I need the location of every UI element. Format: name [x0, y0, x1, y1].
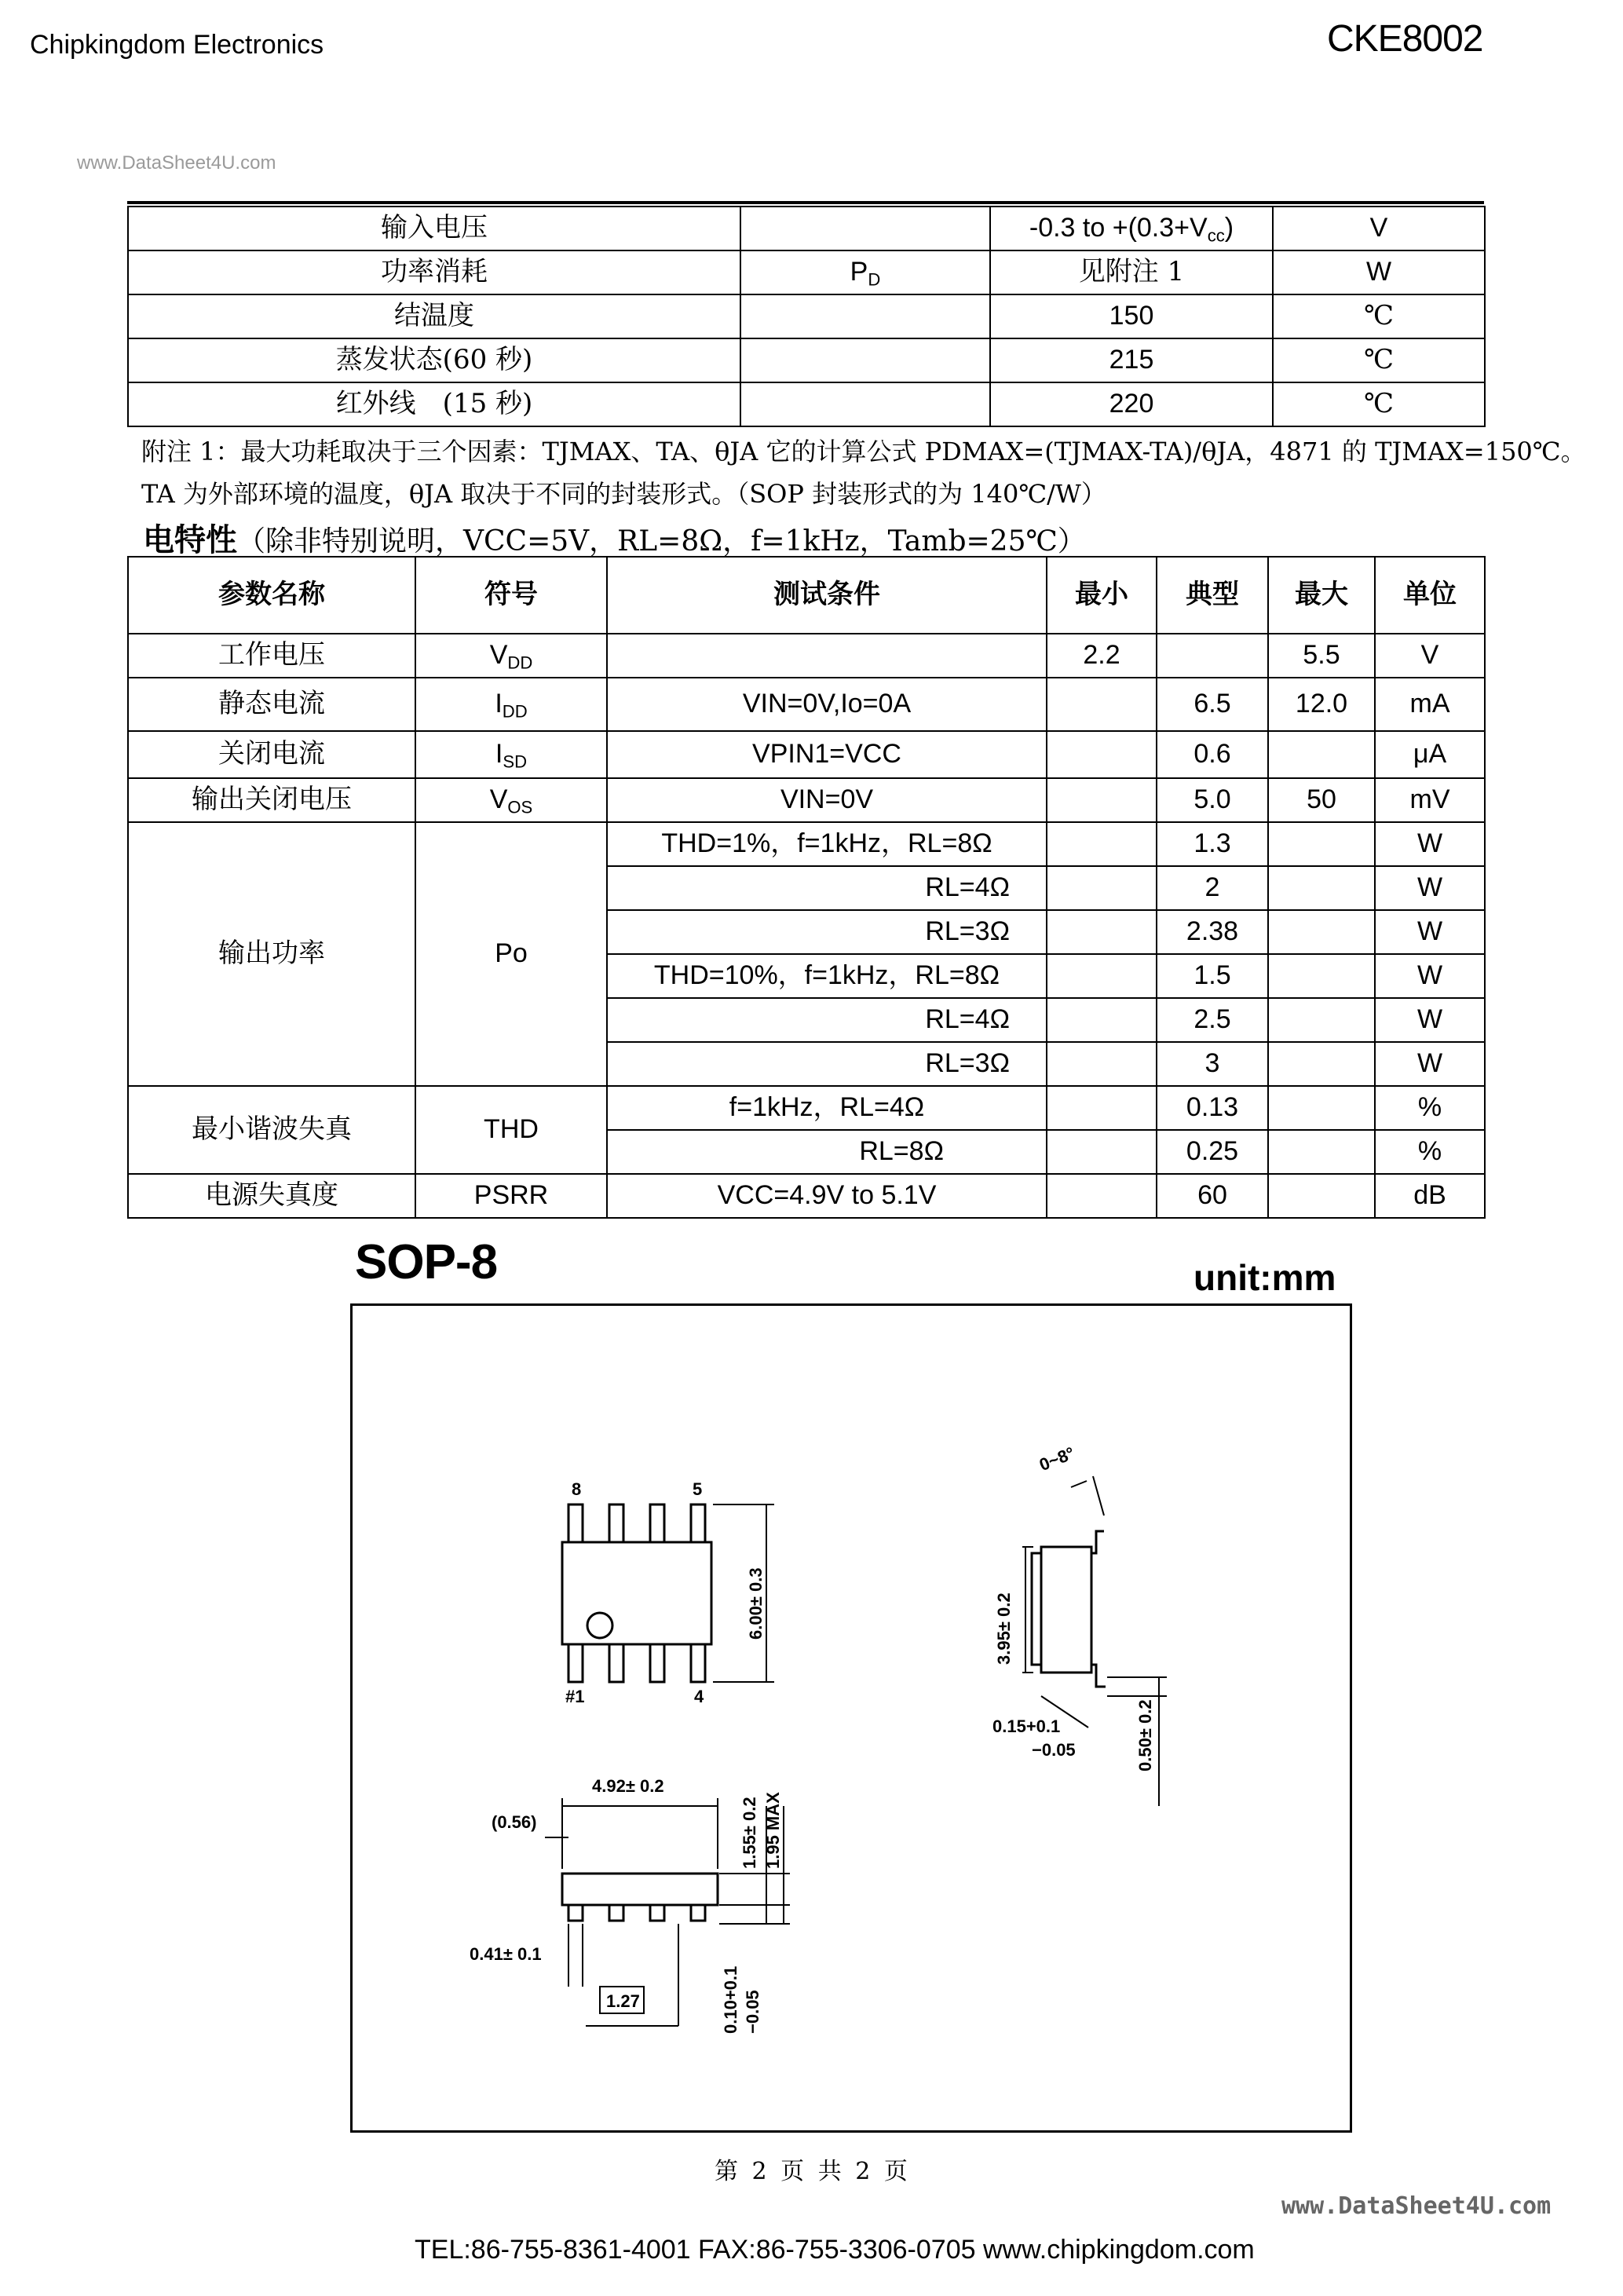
value-cell: 150	[990, 294, 1273, 338]
dim-standoff-tol: −0.05	[743, 1990, 762, 2034]
symbol-cell	[415, 731, 607, 778]
param-cell: 关闭电流	[128, 731, 415, 778]
value-sub: cc	[1207, 225, 1225, 246]
symbol-cell: Po	[415, 822, 607, 1086]
contact-info: TEL:86-755-8361-4001 FAX:86-755-3306-0705 www.chipkingdom.com	[415, 2235, 1255, 2265]
dim-height-1: 1.55± 0.2	[740, 1797, 759, 1869]
table-row	[128, 338, 1485, 382]
dim-foot: 0.50± 0.2	[1135, 1699, 1155, 1771]
cond-cell: RL=3Ω	[607, 1042, 1047, 1086]
pin5-label: 5	[693, 1479, 703, 1499]
unit-cell: ℃	[1273, 294, 1485, 338]
param-cell: 电源失真度	[128, 1174, 415, 1218]
max-cell	[1268, 866, 1375, 910]
typ-cell: 60	[1157, 1174, 1268, 1218]
cond-cell: RL=3Ω	[607, 910, 1047, 954]
min-cell	[1047, 1130, 1157, 1174]
table-row	[128, 1086, 1485, 1130]
unit-cell: W	[1375, 910, 1485, 954]
dim-standoff: 0.10+0.1	[721, 1965, 740, 2034]
symbol-sub: D	[868, 269, 881, 290]
col-header: 参数名称	[128, 557, 415, 634]
unit-cell: mA	[1375, 678, 1485, 731]
dim-width: 6.00± 0.3	[746, 1567, 766, 1640]
unit-cell: mV	[1375, 778, 1485, 822]
cond-cell: THD=1%，f=1kHz，RL=8Ω	[607, 822, 1047, 866]
page-number: 第 2 页 共 2 页	[715, 2158, 911, 2185]
cond-cell: RL=8Ω	[607, 1130, 1047, 1174]
param-cell: 静态电流	[128, 678, 415, 731]
min-cell	[1047, 678, 1157, 731]
min-cell	[1047, 1042, 1157, 1086]
note-line-2: TA 为外部环境的温度，θJA 取决于不同的封装形式。（SOP 封装形式的为 140℃/W）	[141, 479, 1106, 509]
typ-cell: 0.6	[1157, 731, 1268, 778]
unit-cell: %	[1375, 1130, 1485, 1174]
package-drawing	[350, 1303, 1352, 2133]
unit-cell: W	[1375, 822, 1485, 866]
min-cell	[1047, 910, 1157, 954]
pin4-label: 4	[694, 1687, 704, 1706]
symbol-cell	[740, 294, 990, 338]
max-cell: 5.5	[1268, 634, 1375, 678]
symbol-cell	[740, 207, 990, 250]
pin8-label: 8	[572, 1479, 582, 1499]
table-row	[128, 731, 1485, 778]
unit-cell: dB	[1375, 1174, 1485, 1218]
part-number: CKE8002	[1327, 18, 1483, 60]
min-cell	[1047, 731, 1157, 778]
min-cell	[1047, 822, 1157, 866]
electrical-table	[127, 556, 1486, 1219]
typ-cell: 6.5	[1157, 678, 1268, 731]
value-cell: 见附注 1	[990, 250, 1273, 294]
dim-lead-thickness-tol: −0.05	[1032, 1740, 1076, 1760]
max-cell	[1268, 731, 1375, 778]
symbol-cell	[740, 250, 990, 294]
package-title: SOP-8	[355, 1235, 498, 1289]
min-cell: 2.2	[1047, 634, 1157, 678]
unit-cell: %	[1375, 1086, 1485, 1130]
dim-length: 4.92± 0.2	[592, 1776, 664, 1796]
table-row	[128, 634, 1485, 678]
max-cell	[1268, 998, 1375, 1042]
symbol-text: I	[495, 739, 503, 770]
symbol-cell	[415, 634, 607, 678]
value-cell: 220	[990, 382, 1273, 426]
param-cell: 蒸发状态(60 秒)	[128, 338, 740, 382]
symbol-cell	[415, 778, 607, 822]
param-cell: 输出关闭电压	[128, 778, 415, 822]
min-cell	[1047, 778, 1157, 822]
section-conditions: （除非特别说明，VCC=5V，RL=8Ω，f=1kHz，Tamb=25℃）	[237, 525, 1086, 558]
table-row	[128, 1174, 1485, 1218]
watermark-bottom[interactable]: www.DataSheet4U.com	[1281, 2192, 1552, 2220]
cond-cell	[607, 634, 1047, 678]
dim-lead-thickness: 0.15+0.1	[992, 1717, 1061, 1736]
dim-offset: (0.56)	[492, 1812, 537, 1832]
col-header: 典型	[1157, 557, 1268, 634]
cond-cell: THD=10%，f=1kHz，RL=8Ω	[607, 954, 1047, 998]
typ-cell: 2.5	[1157, 998, 1268, 1042]
symbol-text: I	[495, 689, 503, 719]
min-cell	[1047, 866, 1157, 910]
col-header: 最小	[1047, 557, 1157, 634]
max-cell: 50	[1268, 778, 1375, 822]
unit-cell: W	[1273, 250, 1485, 294]
symbol-text: V	[489, 640, 508, 671]
symbol-cell	[740, 338, 990, 382]
min-cell	[1047, 1174, 1157, 1218]
param-cell: 功率消耗	[128, 250, 740, 294]
param-cell: 最小谐波失真	[128, 1086, 415, 1174]
typ-cell: 0.13	[1157, 1086, 1268, 1130]
value-cell: 215	[990, 338, 1273, 382]
value-text: -0.3 to +(0.3+V	[1029, 213, 1208, 243]
max-cell	[1268, 1130, 1375, 1174]
typ-cell: 2	[1157, 866, 1268, 910]
dim-lead-width: 0.41± 0.1	[470, 1944, 542, 1964]
table-row	[128, 207, 1485, 250]
table-row	[128, 250, 1485, 294]
max-cell: 12.0	[1268, 678, 1375, 731]
symbol-sub: DD	[502, 701, 528, 722]
table-row	[128, 382, 1485, 426]
pin1-label: #1	[565, 1687, 585, 1706]
cond-cell: VCC=4.9V to 5.1V	[607, 1174, 1047, 1218]
symbol-sub: SD	[503, 751, 528, 772]
package-unit: unit:mm	[1193, 1257, 1336, 1298]
col-header: 最大	[1268, 557, 1375, 634]
symbol-text: P	[850, 257, 868, 287]
max-cell	[1268, 1086, 1375, 1130]
symbol-cell: THD	[415, 1086, 607, 1174]
section-title: 电特性	[143, 522, 237, 558]
table-row	[128, 294, 1485, 338]
col-header: 符号	[415, 557, 607, 634]
typ-cell: 1.3	[1157, 822, 1268, 866]
param-cell: 输出功率	[128, 822, 415, 1086]
max-cell	[1268, 1174, 1375, 1218]
cond-cell: VPIN1=VCC	[607, 731, 1047, 778]
unit-cell: ℃	[1273, 338, 1485, 382]
min-cell	[1047, 954, 1157, 998]
symbol-cell	[740, 382, 990, 426]
dim-angle: 0~8°	[1036, 1442, 1078, 1475]
max-cell	[1268, 822, 1375, 866]
cond-cell: VIN=0V	[607, 778, 1047, 822]
typ-cell: 0.25	[1157, 1130, 1268, 1174]
table-row	[128, 678, 1485, 731]
unit-cell: W	[1375, 866, 1485, 910]
cond-cell: f=1kHz，RL=4Ω	[607, 1086, 1047, 1130]
unit-cell: ℃	[1273, 382, 1485, 426]
param-cell: 输入电压	[128, 207, 740, 250]
param-cell: 工作电压	[128, 634, 415, 678]
cond-cell: RL=4Ω	[607, 998, 1047, 1042]
unit-cell: W	[1375, 998, 1485, 1042]
symbol-sub: OS	[507, 797, 533, 817]
note-line-1: 附注 1：最大功耗取决于三个因素：TJMAX、TA、θJA 它的计算公式 PDMAX=(TJMAX-TA)/θJA，4871 的 TJMAX=150℃。	[141, 437, 1586, 466]
cond-cell: RL=4Ω	[607, 866, 1047, 910]
dim-pitch: 1.27	[606, 1991, 640, 2011]
unit-cell: V	[1273, 207, 1485, 250]
value-cell	[990, 207, 1273, 250]
symbol-text: V	[489, 784, 508, 815]
unit-cell: μA	[1375, 731, 1485, 778]
value-tail: )	[1224, 213, 1234, 243]
dim-height-2: 1.95 MAX	[763, 1792, 783, 1869]
table-header-row	[128, 557, 1485, 634]
max-cell	[1268, 1042, 1375, 1086]
symbol-cell: PSRR	[415, 1174, 607, 1218]
divider	[127, 201, 1484, 204]
symbol-sub: DD	[507, 653, 533, 673]
dim-body: 3.95± 0.2	[994, 1592, 1014, 1665]
unit-cell: V	[1375, 634, 1485, 678]
typ-cell: 3	[1157, 1042, 1268, 1086]
absolute-max-table	[127, 206, 1486, 427]
min-cell	[1047, 998, 1157, 1042]
watermark-top[interactable]: www.DataSheet4U.com	[77, 152, 276, 174]
max-cell	[1268, 954, 1375, 998]
section-heading	[143, 515, 1086, 560]
typ-cell: 5.0	[1157, 778, 1268, 822]
table-row	[128, 822, 1485, 866]
table-row	[128, 778, 1485, 822]
typ-cell	[1157, 634, 1268, 678]
param-cell: 结温度	[128, 294, 740, 338]
cond-cell: VIN=0V,Io=0A	[607, 678, 1047, 731]
unit-cell: W	[1375, 954, 1485, 998]
symbol-cell	[415, 678, 607, 731]
col-header: 单位	[1375, 557, 1485, 634]
min-cell	[1047, 1086, 1157, 1130]
max-cell	[1268, 910, 1375, 954]
typ-cell: 2.38	[1157, 910, 1268, 954]
unit-cell: W	[1375, 1042, 1485, 1086]
col-header: 测试条件	[607, 557, 1047, 634]
company-name: Chipkingdom Electronics	[30, 30, 324, 60]
top-view	[562, 1504, 774, 1682]
param-cell: 红外线 (15 秒)	[128, 382, 740, 426]
typ-cell: 1.5	[1157, 954, 1268, 998]
